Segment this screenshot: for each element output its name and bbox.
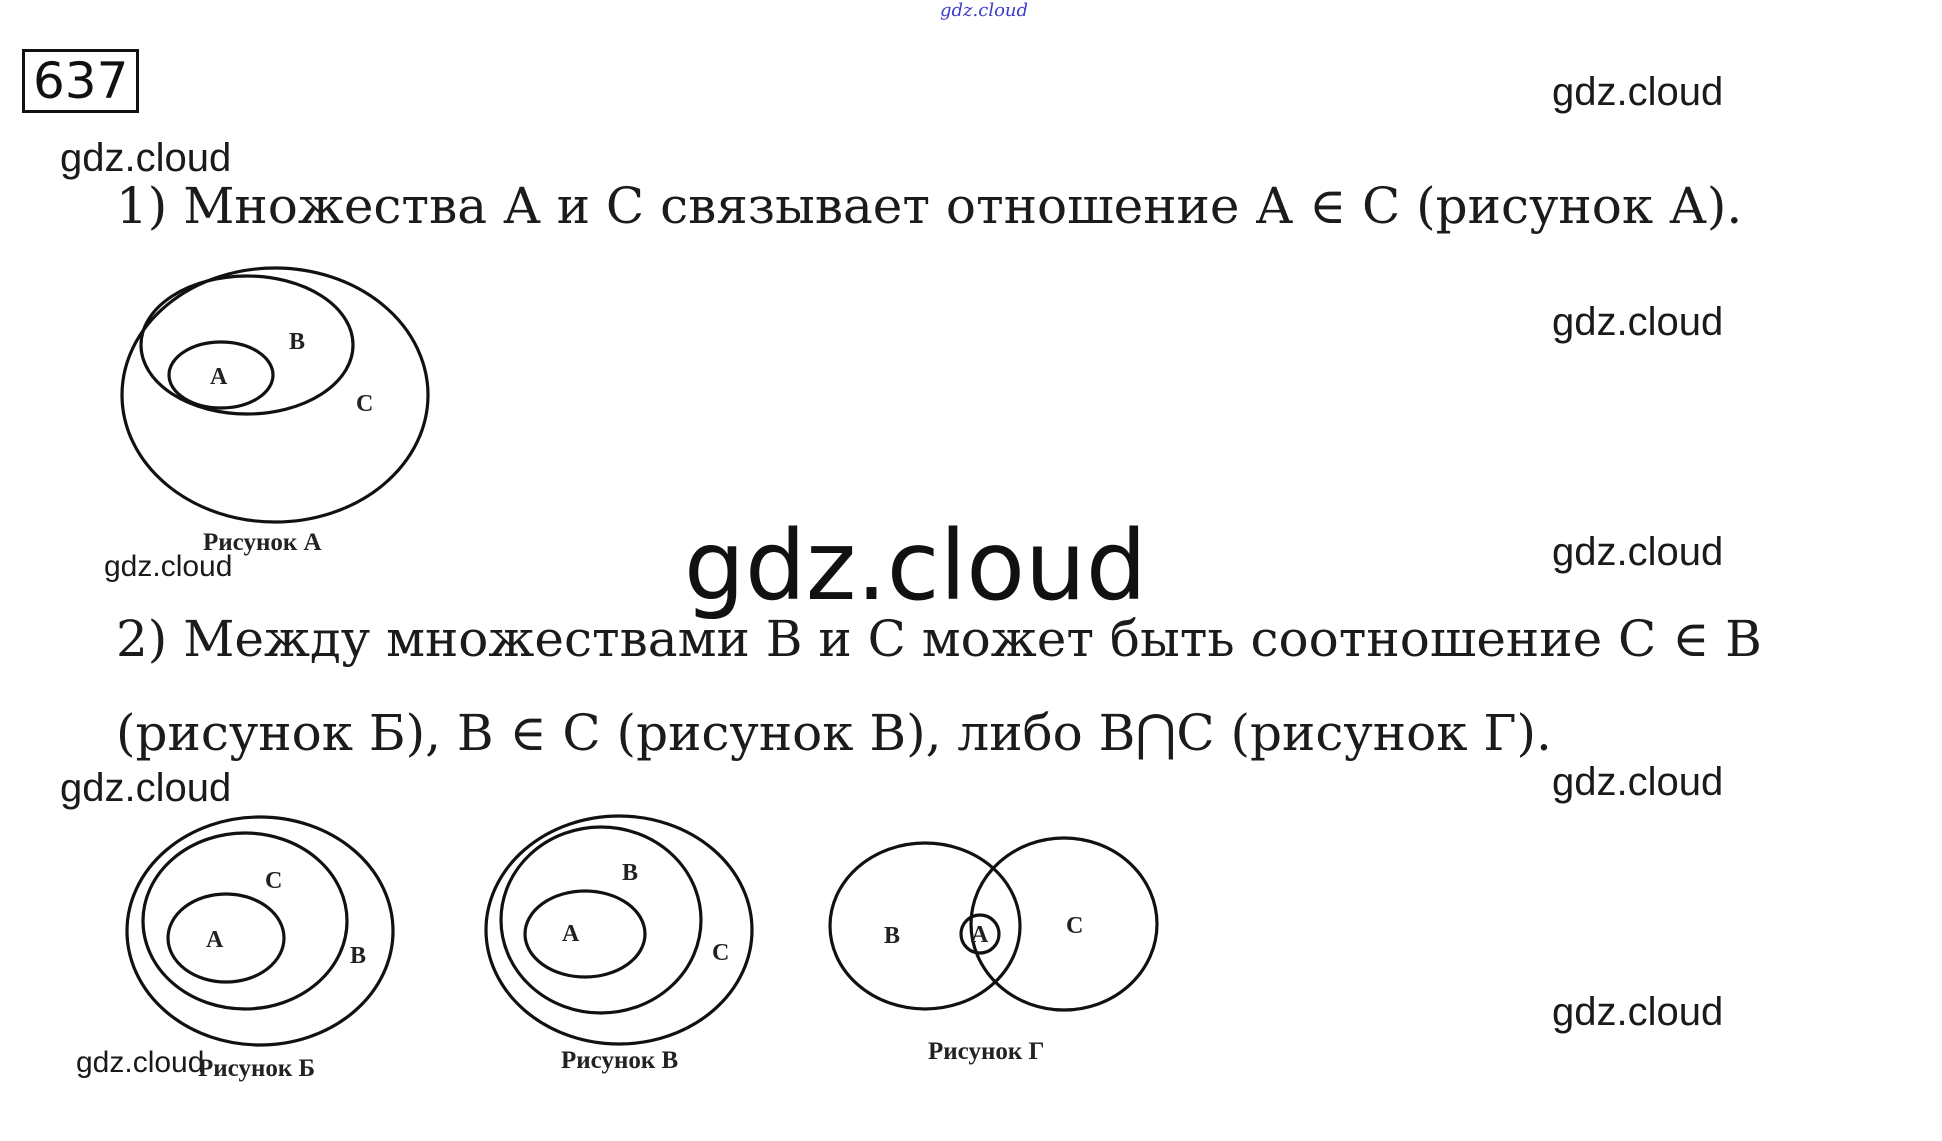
label-a: А: [210, 364, 228, 390]
big-watermark: gdz.cloud: [684, 510, 1147, 622]
watermark: gdz.cloud: [1552, 70, 1724, 114]
figure-b: [125, 817, 405, 1057]
label-c: С: [1066, 913, 1084, 939]
label-b: В: [350, 943, 367, 969]
label-c: С: [712, 940, 730, 966]
watermark: gdz.cloud: [60, 136, 232, 180]
label-a: А: [971, 922, 989, 948]
item-2-line-1: 2) Между множествами В и С может быть соотношение С ∈ В: [116, 610, 1762, 668]
problem-number: 637: [22, 49, 139, 113]
figure-a-caption: Рисунок А: [203, 529, 322, 556]
set-c-outline: [122, 268, 428, 522]
item-1-text: 1) Множества А и С связывает отношение А ∈ С (рисунок А).: [116, 177, 1743, 235]
label-a: А: [562, 921, 580, 947]
label-b: В: [884, 923, 901, 949]
figure-g: [830, 840, 1160, 1020]
label-c: С: [265, 868, 283, 894]
label-b: В: [289, 329, 306, 355]
watermark: gdz.cloud: [104, 550, 233, 583]
watermark: gdz.cloud: [1552, 760, 1724, 804]
label-b: В: [622, 860, 639, 886]
watermark: gdz.cloud: [60, 766, 232, 810]
top-watermark: gdz.cloud: [940, 0, 1029, 21]
set-c-outline: [971, 838, 1157, 1010]
label-c: С: [356, 391, 374, 417]
set-b-outline: [501, 827, 701, 1013]
figure-v-caption: Рисунок В: [561, 1047, 679, 1074]
label-a: А: [206, 927, 224, 953]
figure-v: [484, 810, 764, 1050]
figure-b-caption: Рисунок Б: [198, 1055, 316, 1082]
figure-g-caption: Рисунок Г: [928, 1038, 1045, 1065]
item-2-line-2: (рисунок Б), В ∈ С (рисунок В), либо В⋂С (рисунок Г).: [116, 704, 1552, 762]
figure-a: [115, 265, 435, 565]
watermark: gdz.cloud: [1552, 990, 1724, 1034]
set-b-outline: [127, 817, 393, 1045]
set-a-outline: [168, 894, 284, 982]
watermark: gdz.cloud: [76, 1046, 205, 1079]
watermark: gdz.cloud: [1552, 530, 1724, 574]
set-a-outline: [525, 891, 645, 977]
watermark: gdz.cloud: [1552, 300, 1724, 344]
